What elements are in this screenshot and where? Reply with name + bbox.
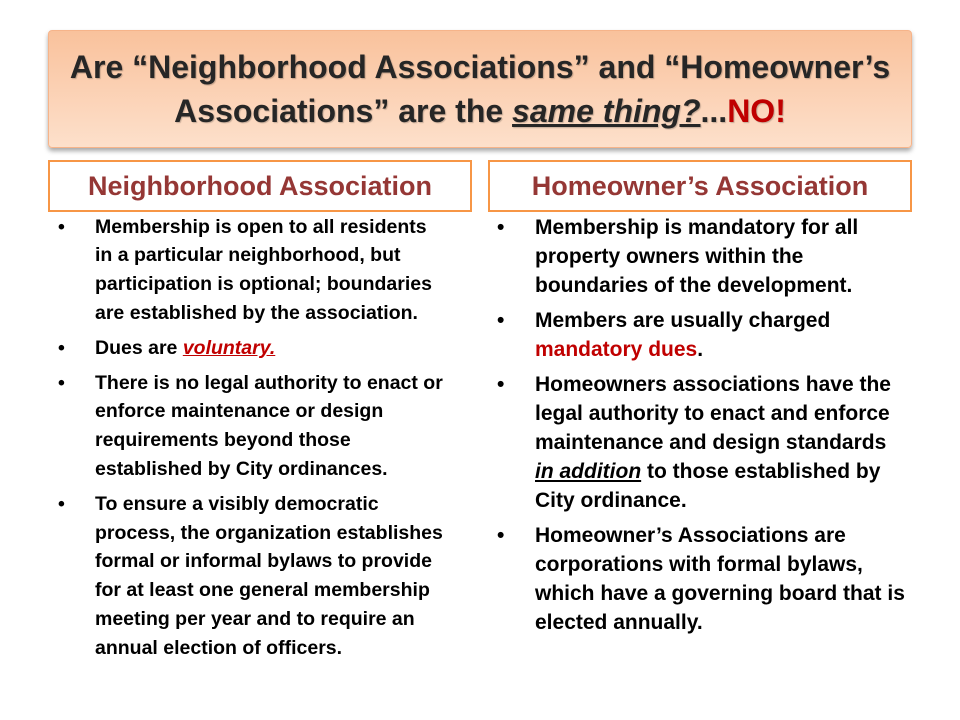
neighborhood-bullet-list bbox=[48, 213, 444, 669]
bullet-marker: • bbox=[58, 336, 65, 359]
title-line-1: Are “Neighborhood Associations” and “Homeowner’s bbox=[69, 49, 891, 85]
bullet-text: To ensure a visibly democratic process, the organization establishes formal or informal bylaws to provide for at least one general membership meeting per year and to require an annual election of officers. bbox=[95, 492, 443, 659]
bullet-text-emphasis: voluntary. bbox=[182, 336, 276, 359]
bullet-text-emphasis: in addition bbox=[535, 459, 642, 483]
bullet-text-suffix: . bbox=[697, 337, 704, 361]
bullet-text-prefix: Dues are bbox=[95, 336, 183, 359]
title-line-2 bbox=[174, 89, 786, 133]
bullet-marker: • bbox=[497, 523, 505, 547]
bullet-marker: • bbox=[497, 372, 505, 396]
heading-neighborhood-association: Neighborhood Association bbox=[48, 160, 472, 212]
title-ellipsis: ... bbox=[700, 93, 728, 129]
title-text: Associations” are the bbox=[174, 93, 513, 129]
bullet-item bbox=[48, 369, 444, 484]
bullet-text-prefix: Members are usually charged bbox=[535, 308, 831, 332]
bullet-item bbox=[488, 213, 905, 300]
bullet-item bbox=[48, 213, 444, 328]
bullet-text: Homeowner’s Associations are corporations with formal bylaws, which have a governing board that is elected annually. bbox=[535, 523, 905, 634]
homeowners-bullet-list bbox=[488, 213, 905, 643]
bullet-text-suffix: to those established by City ordinance. bbox=[535, 459, 881, 512]
bullet-marker: • bbox=[58, 371, 65, 394]
bullet-marker: • bbox=[497, 308, 505, 332]
bullet-text bbox=[535, 309, 830, 361]
bullet-item bbox=[488, 370, 905, 515]
heading-homeowners-association: Homeowner’s Association bbox=[488, 160, 912, 212]
bullet-marker: • bbox=[58, 492, 65, 515]
bullet-text bbox=[535, 373, 891, 512]
bullet-item bbox=[488, 521, 905, 637]
bullet-text: Membership is open to all residents in a particular neighborhood, but participation is optional; boundaries are established by the association. bbox=[95, 215, 432, 324]
bullet-text: Membership is mandatory for all property owners within the boundaries of the development. bbox=[535, 215, 859, 297]
bullet-text-emphasis: mandatory dues bbox=[535, 337, 698, 361]
bullet-item bbox=[48, 334, 444, 363]
bullet-item bbox=[488, 306, 905, 364]
title-answer: NO! bbox=[727, 93, 786, 129]
bullet-text: There is no legal authority to enact or enforce maintenance or design requirements beyond those established by City ordinances. bbox=[95, 371, 443, 480]
bullet-text-prefix: Homeowners associations have the legal authority to enact and enforce maintenance and design standards bbox=[535, 372, 891, 454]
title-emphasis: same thing? bbox=[512, 93, 701, 129]
title-box bbox=[48, 30, 912, 148]
bullet-marker: • bbox=[497, 215, 505, 239]
bullet-marker: • bbox=[58, 215, 65, 238]
bullet-text bbox=[95, 337, 275, 359]
bullet-item bbox=[48, 490, 444, 663]
